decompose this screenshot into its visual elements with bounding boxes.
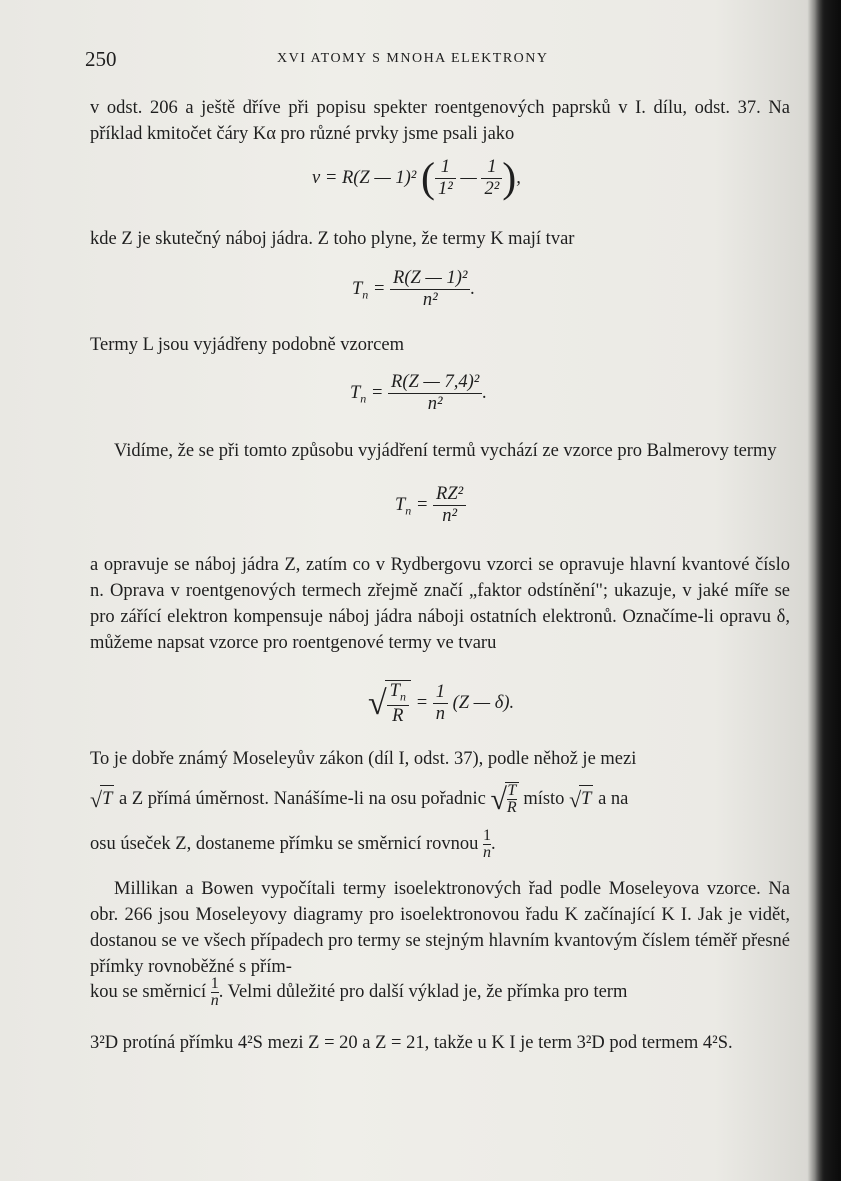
paragraph-6-line-2: √T a Z přímá úměrnost. Nanášíme-li na osu pořadnic √ $\frac{T}{R}$ místo √T a na xyxy=(90,782,629,816)
equation-k-terms: $T_n$ = $\frac{\text{R(Z — 1)²}}{\text{n²}}$ . xyxy=(352,268,476,310)
paragraph-4: Vidíme, že se při tomto způsobu vyjádření termů vychází ze vzorce pro Balmerovy termy xyxy=(114,441,777,461)
sqrt-icon: √ xyxy=(490,782,507,816)
eq1-fraction-1: $\frac{1}{\text{1²}}$ xyxy=(435,157,456,200)
paragraph-6-line-3: osu úseček Z, dostaneme přímku se směrnicí rovnou $\frac{1}{n}$ . xyxy=(90,827,496,861)
paragraph-5: a opravuje se náboj jádra Z, zatím co v Rydbergovu vzorci se opravuje hlavní kvantové číslo n. Oprava v roentgenových termech zřejmě značí „faktor odstínění"; ukazuje, v jaké míře se pro zářící elektron kompensuje náboj jádra náboji ostatních elektronů. Označíme-li opravu δ, můžeme napsat vzorce pro roentgenové termy ve tvaru xyxy=(90,555,790,653)
eq5-radicand: $\frac{T_n}{R}$ xyxy=(387,681,409,727)
sqrt-t-over-r-inline: √ $\frac{T}{R}$ xyxy=(490,782,517,816)
paragraph-1: v odst. 206 a ještě dříve při popisu spekter roentgenových paprsků v I. dílu, odst. 37. Na příklad kmitočet čáry Kα pro různé prvky jsme psali jako xyxy=(90,98,790,144)
paragraph-7-line-5: kou se směrnicí $\frac{1}{n}$ . Velmi důležité pro další výklad je, že přímka pro term xyxy=(90,975,628,1009)
page-header xyxy=(85,47,785,73)
equation-balmer: $T_n$ = $\frac{\text{RZ²}}{\text{n²}}$ xyxy=(395,484,466,527)
book-spine-shadow xyxy=(815,0,841,1181)
eq5-fraction: $\frac{1}{n}$ xyxy=(433,682,448,725)
sqrt-t-inline: √T xyxy=(90,786,113,812)
running-head: XVI ATOMY S MNOHA ELEKTRONY xyxy=(277,51,549,66)
paragraph-7-line-6: 3²D protíná přímku 4²S mezi Z = 20 a Z = 21, takže u K I je term 3²D pod termem 4²S. xyxy=(90,1033,733,1053)
paragraph-2: kde Z je skutečný náboj jádra. Z toho plyne, že termy K mají tvar xyxy=(90,229,575,249)
eq1-lhs: ν = R(Z — 1)² xyxy=(312,167,417,188)
eq1-left-paren: ( xyxy=(420,155,435,202)
equation-moseley: √ $\frac{T_n}{R}$ = $\frac{1}{n}$ (Z — δ). xyxy=(368,681,515,726)
eq4-fraction: $\frac{\text{RZ²}}{\text{n²}}$ xyxy=(433,484,466,527)
paragraph-7: Millikan a Bowen vypočítali termy isoelektronových řad podle Moseleyova vzorce. Na obr. 266 jsou Moseleyovy diagramy pro isoelektronovou řadu K začínající K I. Jak je vidět, dostanou se ve všech případech pro termy se stejným hlavním kvantovým číslem téměř přesné přímky rovnoběžné s přím- xyxy=(90,879,790,977)
page-number: 250 xyxy=(85,47,117,71)
paragraph-6-line-1: To je dobře známý Moseleyův zákon (díl I, odst. 37), podle něhož je mezi xyxy=(90,749,637,769)
sqrt-icon: √ xyxy=(569,786,582,812)
sqrt-icon: √ xyxy=(368,684,387,722)
eq1-minus: — xyxy=(460,167,477,188)
eq1-fraction-2: $\frac{1}{\text{2²}}$ xyxy=(481,157,502,200)
eq3-fraction: $\frac{\text{R(Z — 7,4)²}}{\text{n²}}$ xyxy=(388,372,482,415)
eq2-fraction: $\frac{\text{R(Z — 1)²}}{\text{n²}}$ xyxy=(390,268,470,311)
eq1-right-paren: ) xyxy=(502,155,517,202)
equation-l-terms: $T_n$ = $\frac{\text{R(Z — 7,4)²}}{\text{n²}}$ . xyxy=(350,372,487,414)
sqrt-icon: √ xyxy=(90,786,103,812)
slope-fraction: $\frac{1}{n}$ xyxy=(483,827,492,861)
equation-kalpha: ν = R(Z — 1)² ( $\frac{1}{\text{1²}}$ — $\frac{1}{\text{2²}}$ ), xyxy=(312,155,521,202)
sqrt-t-inline-2: √T xyxy=(569,786,592,812)
slope-fraction-2: $\frac{1}{n}$ xyxy=(210,975,219,1009)
paragraph-3: Termy L jsou vyjádřeny podobně vzorcem xyxy=(90,335,404,355)
